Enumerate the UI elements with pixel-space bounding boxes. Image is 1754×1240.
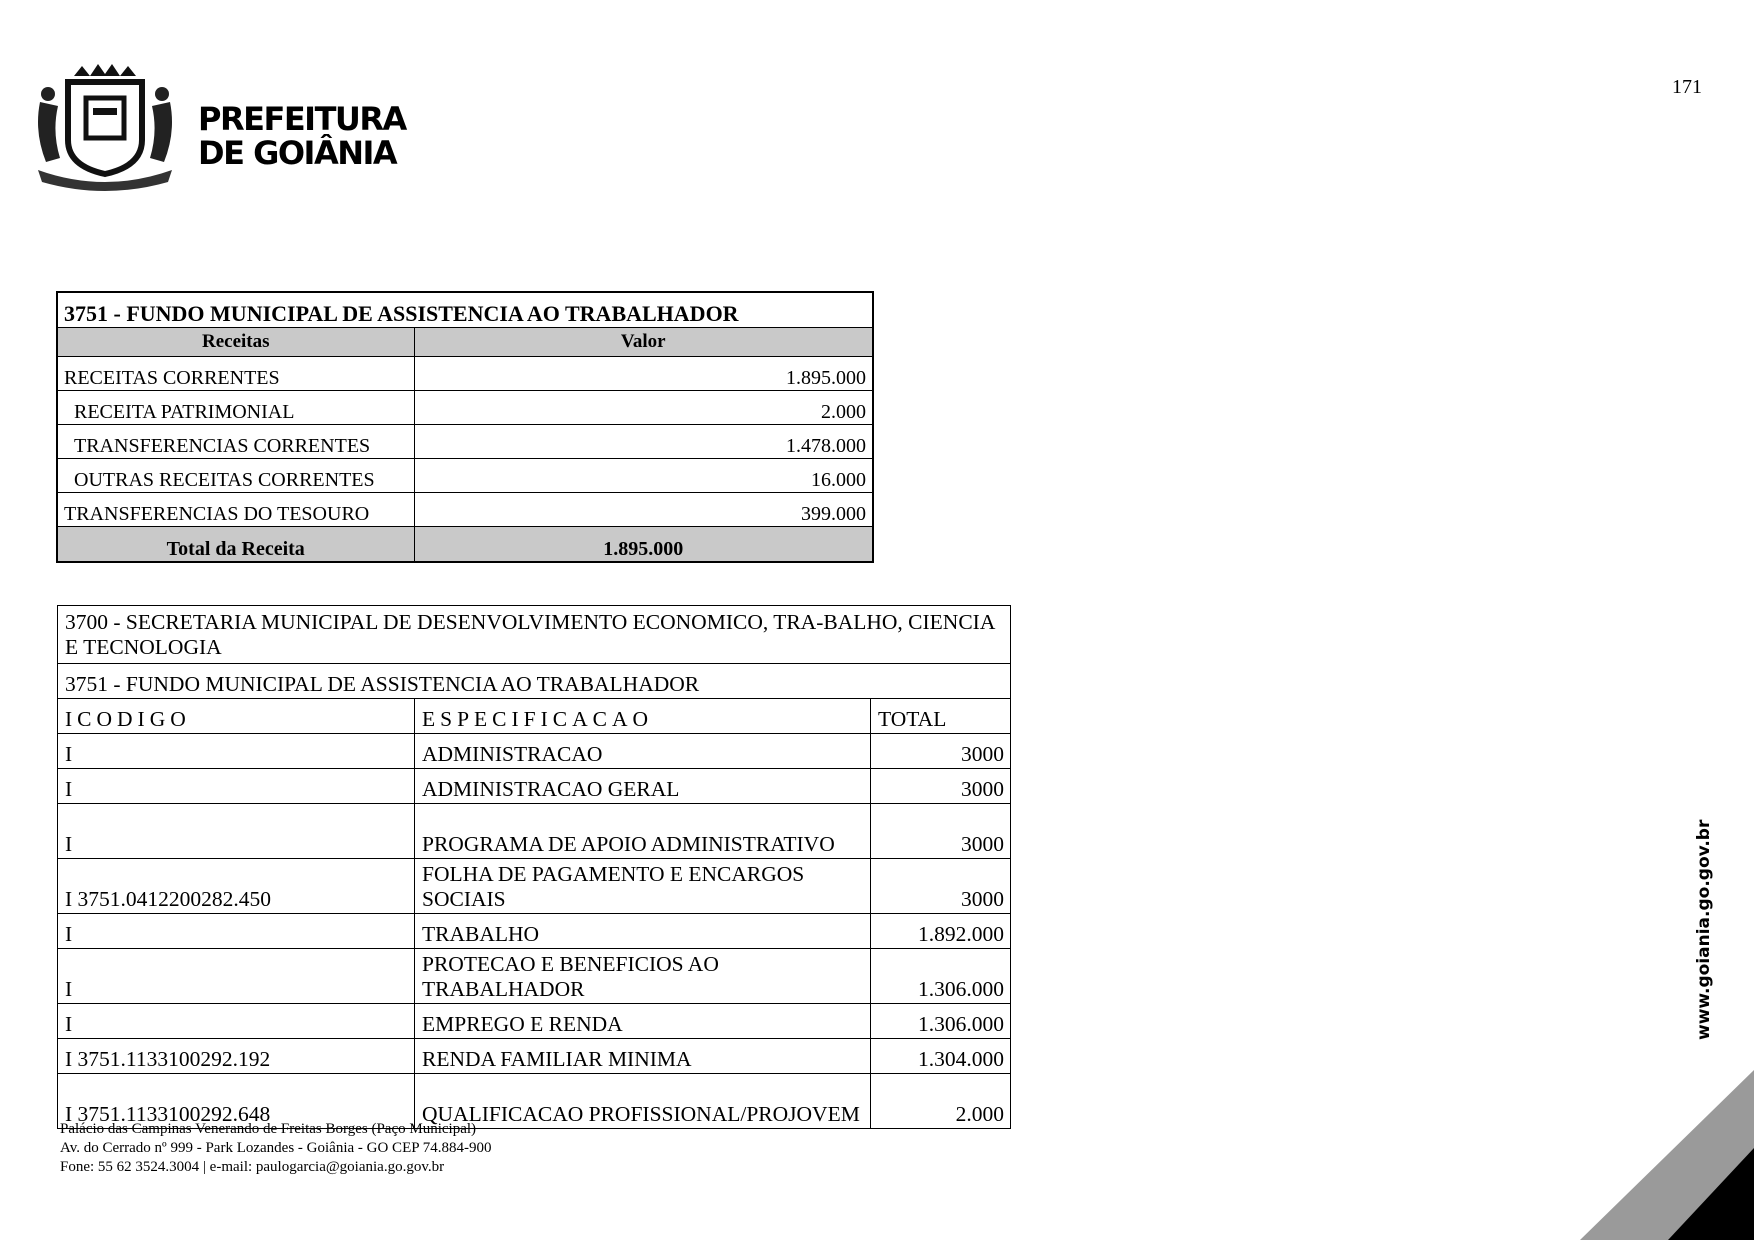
codigo-header: ICODIGO <box>58 699 415 734</box>
receitas-header: Receitas <box>57 328 414 357</box>
especificacao-header: ESPECIFICACAO <box>415 699 871 734</box>
corner-triangle-decoration <box>1580 1070 1754 1240</box>
codigo-cell: I <box>58 914 415 949</box>
footer-line: Palácio das Campinas Venerando de Freitas Borges (Paço Municipal) <box>60 1121 477 1137</box>
row-value: 1.895.000 <box>414 357 873 391</box>
table-row <box>58 1039 1011 1074</box>
footer-line: Av. do Cerrado nº 999 - Park Lozandes - Goiânia - GO CEP 74.884-900 <box>60 1140 492 1156</box>
table-row <box>58 769 1011 804</box>
row-value: 1.478.000 <box>414 425 873 459</box>
table-row <box>57 493 873 527</box>
codigo-cell: I <box>58 769 415 804</box>
especificacao-cell: ADMINISTRACAO GERAL <box>415 769 871 804</box>
codigo-cell: I <box>58 804 415 859</box>
brand-line-2: DE GOIÂNIA <box>198 134 397 172</box>
coat-of-arms-logo <box>30 62 180 192</box>
row-label: TRANSFERENCIAS CORRENTES <box>57 425 414 459</box>
total-cell: 3000 <box>871 804 1011 859</box>
table-row <box>58 949 1011 1004</box>
especificacao-cell: PROGRAMA DE APOIO ADMINISTRATIVO <box>415 804 871 859</box>
total-label: Total da Receita <box>57 527 414 563</box>
total-header: TOTAL <box>871 699 1011 734</box>
table-row <box>58 1004 1011 1039</box>
footer-address <box>60 1120 492 1177</box>
codigo-cell: I 3751.1133100292.648 <box>58 1074 415 1129</box>
total-cell: 3000 <box>871 769 1011 804</box>
row-label: TRANSFERENCIAS DO TESOURO <box>57 493 414 527</box>
table-row <box>58 734 1011 769</box>
table-row <box>58 914 1011 949</box>
total-value: 1.895.000 <box>414 527 873 563</box>
table-row <box>57 425 873 459</box>
row-value: 16.000 <box>414 459 873 493</box>
total-cell: 3000 <box>871 734 1011 769</box>
fund-revenue-table <box>56 291 874 563</box>
codigo-cell: I 3751.1133100292.192 <box>58 1039 415 1074</box>
total-cell: 1.892.000 <box>871 914 1011 949</box>
row-label: RECEITA PATRIMONIAL <box>57 391 414 425</box>
total-row <box>57 527 873 563</box>
row-label: RECEITAS CORRENTES <box>57 357 414 391</box>
table-row <box>57 391 873 425</box>
total-cell: 3000 <box>871 859 1011 914</box>
total-cell: 1.304.000 <box>871 1039 1011 1074</box>
fund-table-title: 3751 - FUNDO MUNICIPAL DE ASSISTENCIA AO TRABALHADOR <box>57 292 873 328</box>
brand-line-1: PREFEITURA <box>198 100 406 138</box>
page-number: 171 <box>1672 76 1702 98</box>
brand-name <box>198 102 406 170</box>
table-row <box>57 357 873 391</box>
total-cell: 1.306.000 <box>871 949 1011 1004</box>
especificacao-cell: QUALIFICACAO PROFISSIONAL/PROJOVEM <box>415 1074 871 1129</box>
especificacao-cell: RENDA FAMILIAR MINIMA <box>415 1039 871 1074</box>
secretaria-title: 3700 - SECRETARIA MUNICIPAL DE DESENVOLVIMENTO ECONOMICO, TRA-BALHO, CIENCIA E TECNOLOGIA <box>58 606 1011 664</box>
total-cell: 2.000 <box>871 1074 1011 1129</box>
especificacao-cell: FOLHA DE PAGAMENTO E ENCARGOS SOCIAIS <box>415 859 871 914</box>
especificacao-cell: EMPREGO E RENDA <box>415 1004 871 1039</box>
footer-line: Fone: 55 62 3524.3004 | e-mail: paulogarcia@goiania.go.gov.br <box>60 1159 445 1175</box>
website-url: www.goiania.go.gov.br <box>1694 819 1714 1040</box>
row-label: OUTRAS RECEITAS CORRENTES <box>57 459 414 493</box>
table-row <box>57 459 873 493</box>
codigo-cell: I 3751.0412200282.450 <box>58 859 415 914</box>
expenditure-spec-table <box>57 605 1011 1129</box>
total-cell: 1.306.000 <box>871 1004 1011 1039</box>
row-value: 399.000 <box>414 493 873 527</box>
codigo-cell: I <box>58 734 415 769</box>
fund-subtitle: 3751 - FUNDO MUNICIPAL DE ASSISTENCIA AO TRABALHADOR <box>58 664 1011 699</box>
especificacao-cell: PROTECAO E BENEFICIOS AO TRABALHADOR <box>415 949 871 1004</box>
row-value: 2.000 <box>414 391 873 425</box>
table-row <box>58 859 1011 914</box>
valor-header: Valor <box>414 328 873 357</box>
especificacao-cell: TRABALHO <box>415 914 871 949</box>
codigo-cell: I <box>58 949 415 1004</box>
table-row <box>58 804 1011 859</box>
codigo-cell: I <box>58 1004 415 1039</box>
column-headers <box>58 699 1011 734</box>
especificacao-cell: ADMINISTRACAO <box>415 734 871 769</box>
